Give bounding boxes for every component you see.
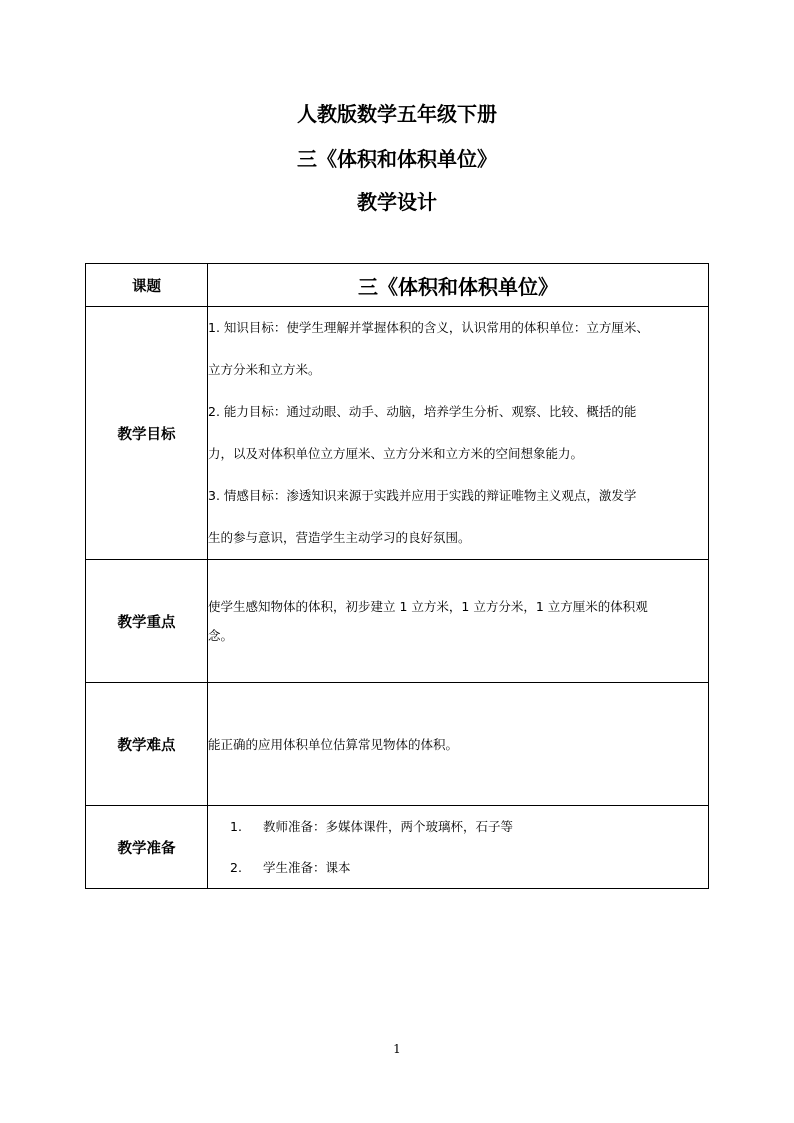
goals-label: 教学目标 [86, 307, 208, 560]
table-row-goals [86, 307, 709, 560]
difficulties-label: 教学难点 [86, 683, 208, 806]
lesson-plan-table [85, 263, 709, 889]
table-row-topic [86, 264, 709, 307]
list-item [208, 806, 708, 847]
table-row-key-points [86, 560, 709, 683]
list-item-text: 教师准备：多媒体课件，两个玻璃杯，石子等 [263, 819, 514, 834]
list-item-number: 1. [230, 819, 242, 834]
list-item-text: 学生准备：课本 [263, 860, 351, 875]
list-item [208, 847, 708, 888]
key-point-line: 使学生感知物体的体积，初步建立 1 立方米，1 立方分米，1 立方厘米的体积观 [208, 599, 648, 614]
goal-line: 1. 知识目标：使学生理解并掌握体积的含义，认识常用的体积单位：立方厘米、 [208, 320, 649, 335]
difficulties-content: 能正确的应用体积单位估算常见物体的体积。 [208, 683, 709, 806]
title-line-topic: 三《体积和体积单位》 [297, 147, 497, 171]
goals-content [208, 307, 709, 560]
preparation-content [208, 806, 709, 889]
table-row-preparation [86, 806, 709, 889]
preparation-label: 教学准备 [86, 806, 208, 889]
key-points-content [208, 560, 709, 683]
key-points-label: 教学重点 [86, 560, 208, 683]
topic-value: 三《体积和体积单位》 [208, 264, 709, 307]
table-row-difficulties [86, 683, 709, 806]
list-item-number: 2. [230, 860, 242, 875]
title-line-doc-type: 教学设计 [357, 190, 437, 214]
goal-line: 生的参与意识，营造学生主动学习的良好氛围。 [208, 530, 471, 545]
title-line-textbook: 人教版数学五年级下册 [297, 102, 497, 126]
goal-line: 立方分米和立方米。 [208, 362, 321, 377]
goal-line: 2. 能力目标：通过动眼、动手、动脑，培养学生分析、观察、比较、概括的能 [208, 404, 637, 419]
key-point-line: 念。 [208, 628, 234, 643]
goal-line: 3. 情感目标：渗透知识来源于实践并应用于实践的辩证唯物主义观点，激发学 [208, 488, 637, 503]
topic-label: 课题 [86, 264, 208, 307]
page-number: 1 [393, 1042, 401, 1056]
goal-line: 力，以及对体积单位立方厘米、立方分米和立方米的空间想象能力。 [208, 446, 584, 461]
